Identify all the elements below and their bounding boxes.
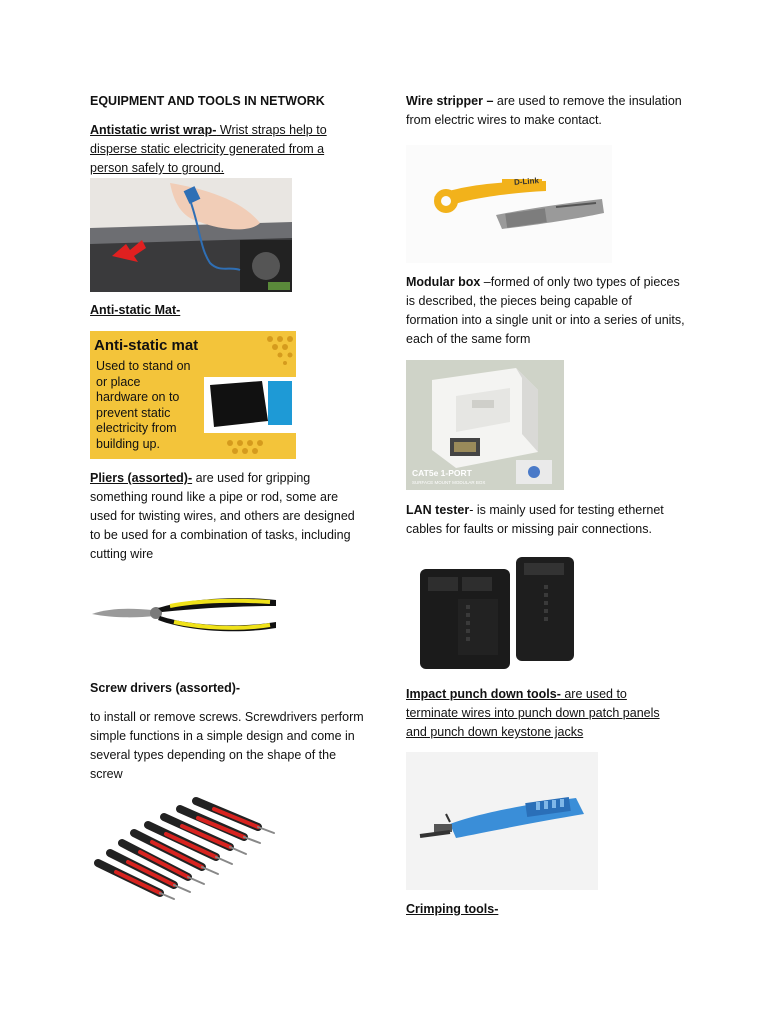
wire-stripper-desc: are used to remove the insulation from electric wires to make contact. — [406, 94, 682, 127]
wire-stripper-term: Wire stripper – — [406, 94, 494, 108]
pliers-desc: are used for gripping something round like a pipe or rod, some are used for twisting wires, and others are designed to be used for a combination of tasks, including cutting wire — [90, 471, 355, 561]
screwdrivers-image — [90, 793, 280, 903]
wire-stripper-image — [406, 145, 612, 263]
mat-image-line: hardware on to — [96, 390, 180, 404]
mat-image-title: Anti-static mat — [94, 337, 199, 354]
wrist-strap-term: Antistatic wrist wrap- — [90, 123, 217, 137]
mat-image-line: prevent static — [96, 405, 171, 420]
wrist-strap-image — [90, 178, 292, 292]
lan-tester-term: LAN tester — [406, 503, 470, 517]
mat-image-line: Used to stand on — [96, 359, 191, 373]
lan-tester-paragraph — [406, 501, 681, 539]
anti-static-mat-image — [90, 331, 296, 459]
modular-box-caption: CAT5e 1-PORT — [412, 468, 472, 478]
mat-image-line: or place — [96, 374, 141, 389]
modular-box-subcaption: SURFACE MOUNT MODULAR BOX — [412, 480, 486, 485]
wire-stripper-paragraph — [406, 92, 686, 130]
mat-image-text — [96, 359, 216, 452]
wrist-strap-desc: Wrist straps help to disperse static electricity generated from a person safely to ground. — [90, 123, 327, 175]
page-title: EQUIPMENT AND TOOLS IN NETWORK — [90, 94, 325, 108]
punch-down-paragraph — [406, 685, 681, 742]
mat-dots-graphic — [200, 331, 296, 459]
pliers-image — [90, 590, 280, 634]
mat-image-line: building up. — [96, 436, 160, 451]
screwdrivers-desc: to install or remove screws. Screwdrivers perform simple functions in a simple design and come in several types depending on the shape of the screw — [90, 710, 364, 781]
lan-tester-desc: - is mainly used for testing ethernet cables for faults or missing pair connections. — [406, 503, 664, 536]
mat-image-line: electricity from — [96, 421, 177, 435]
pliers-term: Pliers (assorted)- — [90, 471, 193, 485]
stripper-brand-label: D-Link — [513, 176, 540, 187]
pliers-paragraph — [90, 469, 365, 564]
modular-box-desc: –formed of only two types of pieces is described, the pieces being capable of formation into a single unit or into a series of units, each of the same form — [406, 275, 685, 346]
punch-down-desc: are used to terminate wires into punch down patch panels and punch down keystone jacks — [406, 687, 660, 739]
modular-box-paragraph — [406, 273, 686, 349]
modular-box-image — [406, 360, 564, 490]
modular-box-term: Modular box — [406, 275, 481, 289]
crimping-tools-term: Crimping tools- — [406, 902, 499, 916]
punch-down-image — [406, 752, 598, 890]
punch-down-term: Impact punch down tools- — [406, 687, 561, 701]
screwdrivers-term: Screw drivers (assorted)- — [90, 681, 241, 695]
anti-static-mat-term: Anti-static Mat- — [90, 303, 181, 317]
wrist-strap-paragraph — [90, 121, 350, 178]
lan-tester-image — [406, 549, 582, 675]
